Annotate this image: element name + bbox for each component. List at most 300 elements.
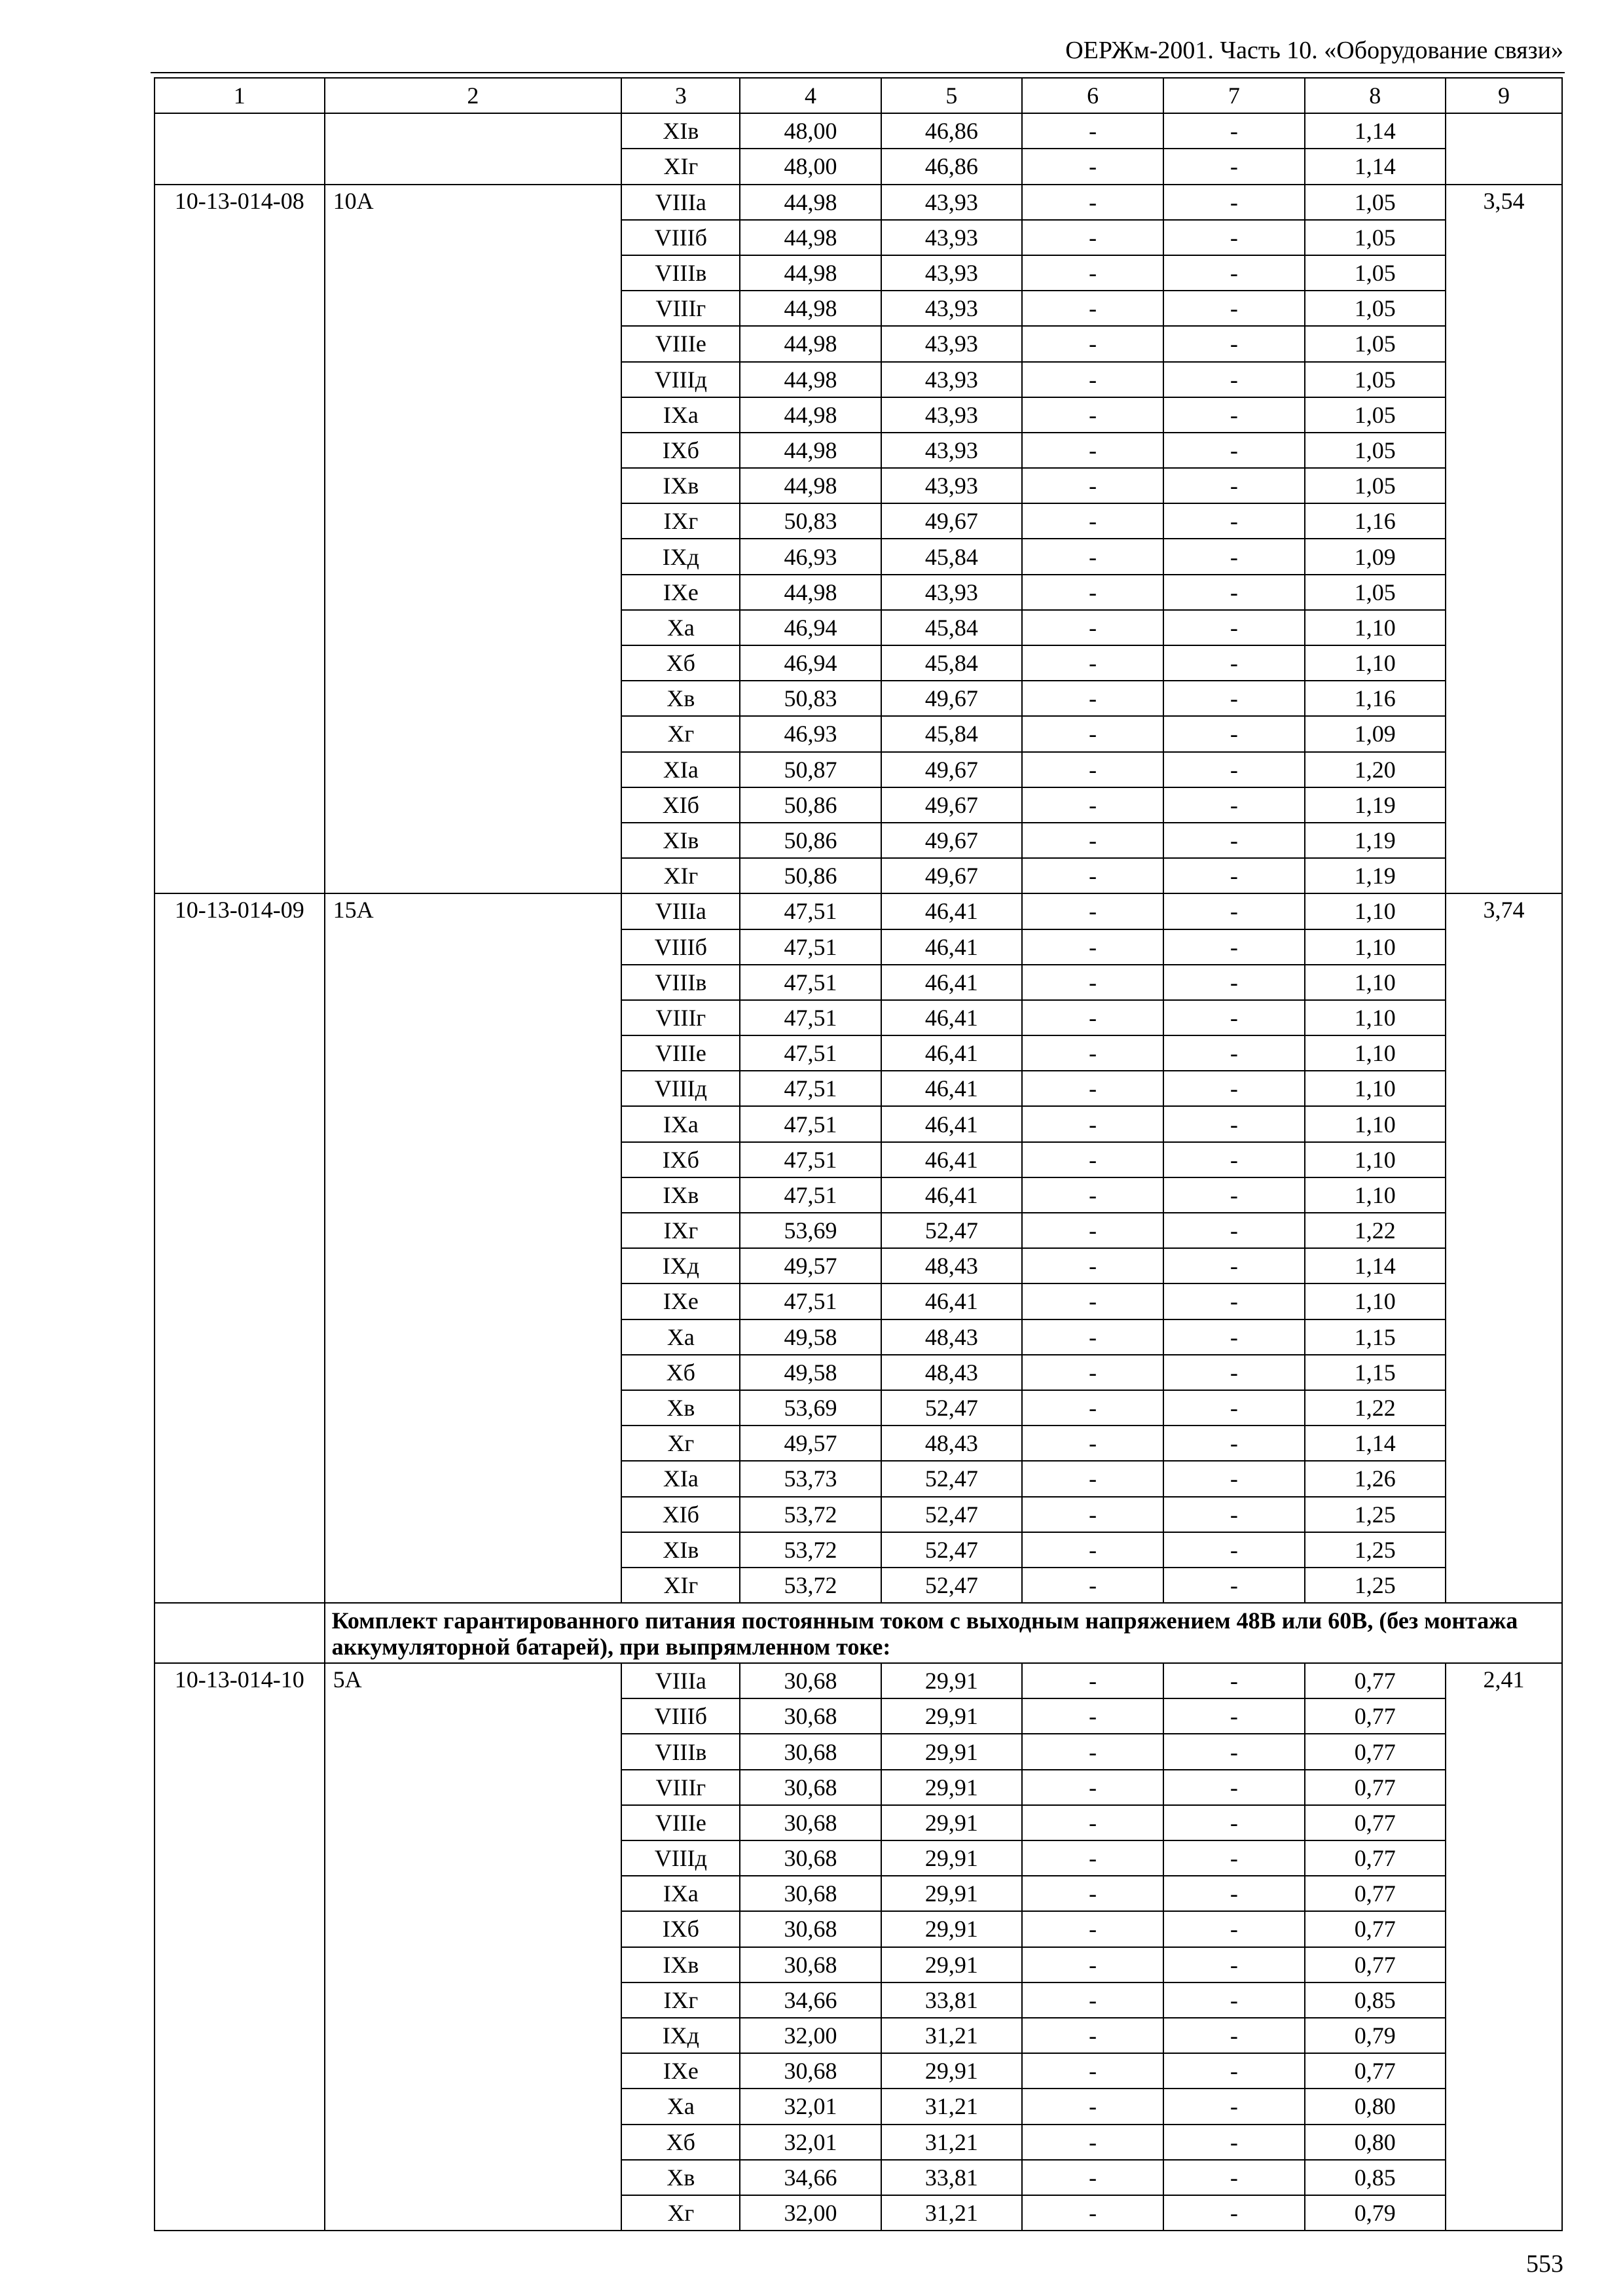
table-cell: VIIIб xyxy=(621,220,740,255)
table-cell: 29,91 xyxy=(881,1734,1022,1769)
table-cell: - xyxy=(1163,1355,1304,1390)
table-cell: - xyxy=(1022,255,1163,291)
table-cell: 1,09 xyxy=(1305,716,1446,751)
table-cell: VIIIб xyxy=(621,929,740,965)
table-cell: - xyxy=(1163,893,1304,929)
table-cell: 43,93 xyxy=(881,468,1022,503)
table-cell: - xyxy=(1163,1248,1304,1283)
table-cell: - xyxy=(1163,1035,1304,1071)
table-cell: - xyxy=(1163,716,1304,751)
table-cell: 1,14 xyxy=(1305,113,1446,149)
table-cell: 1,14 xyxy=(1305,1426,1446,1461)
table-cell: 0,77 xyxy=(1305,1770,1446,1805)
table-cell: - xyxy=(1163,2053,1304,2089)
table-cell: - xyxy=(1022,1770,1163,1805)
table-cell: 1,10 xyxy=(1305,1177,1446,1213)
table-cell: - xyxy=(1022,1840,1163,1876)
table-cell: 46,41 xyxy=(881,965,1022,1000)
table-cell: - xyxy=(1022,1142,1163,1177)
table-cell: VIIIе xyxy=(621,1805,740,1840)
table-cell: IXг xyxy=(621,1982,740,2018)
table-cell: 29,91 xyxy=(881,1911,1022,1946)
table-cell: - xyxy=(1163,503,1304,539)
col9-value: 3,54 xyxy=(1446,185,1562,894)
table-cell: 31,21 xyxy=(881,2089,1022,2124)
rate-code: 10-13-014-08 xyxy=(155,185,325,894)
table-cell: XIг xyxy=(621,1568,740,1603)
table-cell: IXа xyxy=(621,1106,740,1141)
table-cell: - xyxy=(1163,2160,1304,2195)
table-cell: 53,69 xyxy=(740,1390,881,1426)
table-cell: 47,51 xyxy=(740,1106,881,1141)
table-cell: - xyxy=(1022,893,1163,929)
table-cell: 44,98 xyxy=(740,255,881,291)
rate-name: 15А xyxy=(325,893,622,1603)
table-cell: 43,93 xyxy=(881,220,1022,255)
table-cell: - xyxy=(1163,113,1304,149)
table-cell: IXе xyxy=(621,2053,740,2089)
table-cell: 30,68 xyxy=(740,1698,881,1734)
table-cell: 53,69 xyxy=(740,1213,881,1248)
table-cell: - xyxy=(1163,185,1304,220)
table-cell: - xyxy=(1163,1840,1304,1876)
table-cell: - xyxy=(1022,1283,1163,1319)
table-cell: IXг xyxy=(621,503,740,539)
table-cell: - xyxy=(1022,1876,1163,1911)
table-cell: Xв xyxy=(621,1390,740,1426)
rates-table xyxy=(154,77,1563,2231)
table-cell: 44,98 xyxy=(740,291,881,326)
table-cell: 45,84 xyxy=(881,645,1022,681)
table-cell: 34,66 xyxy=(740,1982,881,2018)
table-cell: 47,51 xyxy=(740,1177,881,1213)
table-cell: 50,86 xyxy=(740,787,881,823)
table-cell: 1,25 xyxy=(1305,1497,1446,1532)
col9-value: 3,74 xyxy=(1446,893,1562,1603)
table-cell: 46,41 xyxy=(881,1142,1022,1177)
table-cell: - xyxy=(1022,433,1163,468)
column-number-cell: 7 xyxy=(1163,78,1304,113)
col9-value xyxy=(1446,113,1562,184)
table-cell: 30,68 xyxy=(740,1840,881,1876)
table-cell: IXб xyxy=(621,1142,740,1177)
table-cell: 1,10 xyxy=(1305,610,1446,645)
table-cell: VIIIг xyxy=(621,1000,740,1035)
table-cell: 1,22 xyxy=(1305,1213,1446,1248)
table-cell: 49,58 xyxy=(740,1319,881,1355)
table-cell: - xyxy=(1022,539,1163,574)
table-cell: - xyxy=(1022,397,1163,433)
table-cell: - xyxy=(1163,1213,1304,1248)
table-cell: 1,10 xyxy=(1305,1071,1446,1106)
table-cell: Xа xyxy=(621,610,740,645)
table-cell: 31,21 xyxy=(881,2195,1022,2231)
column-number-cell: 9 xyxy=(1446,78,1562,113)
table-cell: 0,79 xyxy=(1305,2195,1446,2231)
table-cell: - xyxy=(1022,1734,1163,1769)
table-cell: 1,14 xyxy=(1305,1248,1446,1283)
table-cell: 44,98 xyxy=(740,326,881,361)
table-cell: 1,05 xyxy=(1305,362,1446,397)
table-cell: 44,98 xyxy=(740,575,881,610)
table-cell: Xа xyxy=(621,2089,740,2124)
table-cell: - xyxy=(1163,1876,1304,1911)
table-cell: 30,68 xyxy=(740,1770,881,1805)
column-number-row xyxy=(155,78,1562,113)
table-cell: 50,87 xyxy=(740,752,881,787)
table-cell: 44,98 xyxy=(740,220,881,255)
table-cell: 30,68 xyxy=(740,1805,881,1840)
table-cell: - xyxy=(1163,539,1304,574)
table-cell: - xyxy=(1163,1106,1304,1141)
table-cell: - xyxy=(1163,1947,1304,1982)
table-cell: 29,91 xyxy=(881,1805,1022,1840)
table-cell: - xyxy=(1022,1248,1163,1283)
table-cell: - xyxy=(1163,1071,1304,1106)
table-cell: 1,05 xyxy=(1305,220,1446,255)
table-cell: - xyxy=(1022,2053,1163,2089)
table-cell: XIб xyxy=(621,1497,740,1532)
table-cell: VIIIв xyxy=(621,255,740,291)
column-number-cell: 4 xyxy=(740,78,881,113)
table-cell: - xyxy=(1022,362,1163,397)
table-cell: 1,10 xyxy=(1305,1106,1446,1141)
table-cell: 43,93 xyxy=(881,326,1022,361)
table-cell: 46,41 xyxy=(881,1000,1022,1035)
table-cell: 53,72 xyxy=(740,1532,881,1568)
table-cell: XIв xyxy=(621,1532,740,1568)
table-cell: - xyxy=(1163,397,1304,433)
table-cell: - xyxy=(1022,1355,1163,1390)
table-cell: - xyxy=(1022,1390,1163,1426)
table-cell: - xyxy=(1022,503,1163,539)
table-cell: 30,68 xyxy=(740,1911,881,1946)
table-cell: 0,77 xyxy=(1305,1805,1446,1840)
table-cell: XIг xyxy=(621,149,740,184)
table-cell: 46,41 xyxy=(881,1035,1022,1071)
table-cell: 49,58 xyxy=(740,1355,881,1390)
table-cell: 1,09 xyxy=(1305,539,1446,574)
table-cell: - xyxy=(1163,468,1304,503)
table-cell: 0,79 xyxy=(1305,2018,1446,2053)
table-cell: - xyxy=(1163,752,1304,787)
table-cell: 46,41 xyxy=(881,1177,1022,1213)
table-cell: VIIIв xyxy=(621,1734,740,1769)
table-cell: - xyxy=(1163,823,1304,858)
page-header: ОЕРЖм-2001. Часть 10. «Оборудование связи» xyxy=(1065,37,1563,64)
table-cell: 0,77 xyxy=(1305,2053,1446,2089)
table-cell: - xyxy=(1022,1461,1163,1496)
table-cell: 49,67 xyxy=(881,858,1022,893)
rate-code: 10-13-014-09 xyxy=(155,893,325,1603)
table-cell: 30,68 xyxy=(740,1947,881,1982)
table-cell: 50,86 xyxy=(740,823,881,858)
table-cell: 49,67 xyxy=(881,681,1022,716)
table-cell: 43,93 xyxy=(881,362,1022,397)
table-cell: - xyxy=(1022,858,1163,893)
table-cell: 29,91 xyxy=(881,2053,1022,2089)
col9-value: 2,41 xyxy=(1446,1663,1562,2231)
table-cell: 50,83 xyxy=(740,503,881,539)
table-cell: 1,26 xyxy=(1305,1461,1446,1496)
table-cell: Xа xyxy=(621,1319,740,1355)
table-cell: - xyxy=(1163,1982,1304,2018)
table-cell: - xyxy=(1163,1770,1304,1805)
column-number-cell: 6 xyxy=(1022,78,1163,113)
table-cell: VIIIа xyxy=(621,893,740,929)
table-cell: 46,41 xyxy=(881,929,1022,965)
table-cell: 0,80 xyxy=(1305,2125,1446,2160)
table-cell: 44,98 xyxy=(740,468,881,503)
table-cell: - xyxy=(1022,610,1163,645)
table-cell: 52,47 xyxy=(881,1532,1022,1568)
table-cell: - xyxy=(1163,1000,1304,1035)
table-cell: 53,73 xyxy=(740,1461,881,1496)
table-cell: - xyxy=(1163,433,1304,468)
table-cell: - xyxy=(1163,1461,1304,1496)
table-cell: 1,10 xyxy=(1305,929,1446,965)
table-cell: - xyxy=(1022,2089,1163,2124)
rate-name: 10А xyxy=(325,185,622,894)
table-cell: - xyxy=(1163,965,1304,1000)
table-cell: 47,51 xyxy=(740,929,881,965)
table-cell: 1,05 xyxy=(1305,326,1446,361)
table-cell: 32,01 xyxy=(740,2089,881,2124)
table-cell: Xг xyxy=(621,1426,740,1461)
table-cell: Xб xyxy=(621,1355,740,1390)
table-row xyxy=(155,185,1562,220)
table-cell: VIIIд xyxy=(621,1840,740,1876)
table-cell: 0,77 xyxy=(1305,1663,1446,1698)
column-number-cell: 8 xyxy=(1305,78,1446,113)
table-cell: 33,81 xyxy=(881,1982,1022,2018)
table-cell: Xб xyxy=(621,645,740,681)
table-cell: - xyxy=(1022,2125,1163,2160)
table-cell: 44,98 xyxy=(740,397,881,433)
table-cell: 1,10 xyxy=(1305,1283,1446,1319)
table-cell: 46,86 xyxy=(881,149,1022,184)
table-cell: Xг xyxy=(621,2195,740,2231)
table-cell: 43,93 xyxy=(881,397,1022,433)
table-cell: - xyxy=(1163,1734,1304,1769)
table-cell: 31,21 xyxy=(881,2018,1022,2053)
table-cell: 46,93 xyxy=(740,539,881,574)
table-cell: VIIIе xyxy=(621,326,740,361)
table-cell: - xyxy=(1163,575,1304,610)
table-cell: - xyxy=(1163,1319,1304,1355)
table-cell: 47,51 xyxy=(740,1283,881,1319)
table-cell: 0,77 xyxy=(1305,1734,1446,1769)
table-cell: Xв xyxy=(621,681,740,716)
table-cell: - xyxy=(1163,858,1304,893)
table-cell: 46,41 xyxy=(881,1283,1022,1319)
table-cell: IXв xyxy=(621,1177,740,1213)
table-cell: 1,22 xyxy=(1305,1390,1446,1426)
table-cell: XIа xyxy=(621,1461,740,1496)
table-cell: 1,14 xyxy=(1305,149,1446,184)
table-cell: IXа xyxy=(621,1876,740,1911)
table-cell: 47,51 xyxy=(740,1000,881,1035)
table-cell: - xyxy=(1022,1319,1163,1355)
table-cell: - xyxy=(1163,1568,1304,1603)
table-cell: - xyxy=(1163,1283,1304,1319)
table-cell: 48,43 xyxy=(881,1248,1022,1283)
table-cell: 1,05 xyxy=(1305,575,1446,610)
table-cell: - xyxy=(1022,1532,1163,1568)
table-cell: 0,77 xyxy=(1305,1947,1446,1982)
table-cell: VIIIб xyxy=(621,1698,740,1734)
table-cell: VIIIа xyxy=(621,185,740,220)
table-row xyxy=(155,893,1562,929)
table-cell: - xyxy=(1163,929,1304,965)
table-cell: 43,93 xyxy=(881,185,1022,220)
table-cell: 32,01 xyxy=(740,2125,881,2160)
table-cell: - xyxy=(1163,1390,1304,1426)
table-cell: 43,93 xyxy=(881,433,1022,468)
table-cell: - xyxy=(1163,362,1304,397)
table-cell: 1,10 xyxy=(1305,645,1446,681)
table-cell: - xyxy=(1022,1805,1163,1840)
table-cell: 1,05 xyxy=(1305,433,1446,468)
table-cell: 1,05 xyxy=(1305,255,1446,291)
page-number: 553 xyxy=(1526,2250,1563,2278)
column-number-cell: 3 xyxy=(621,78,740,113)
table-cell: - xyxy=(1163,255,1304,291)
table-cell: 1,10 xyxy=(1305,893,1446,929)
table-cell: 50,86 xyxy=(740,858,881,893)
table-cell: 47,51 xyxy=(740,1071,881,1106)
rate-name xyxy=(325,113,622,184)
table-cell: 1,19 xyxy=(1305,858,1446,893)
table-cell: - xyxy=(1022,1000,1163,1035)
table-cell: 44,98 xyxy=(740,433,881,468)
table-cell: IXд xyxy=(621,539,740,574)
table-cell: 31,21 xyxy=(881,2125,1022,2160)
table-cell: 45,84 xyxy=(881,610,1022,645)
table-cell: IXд xyxy=(621,1248,740,1283)
table-cell: - xyxy=(1022,291,1163,326)
table-cell: Xб xyxy=(621,2125,740,2160)
table-cell: - xyxy=(1163,2195,1304,2231)
table-cell: XIв xyxy=(621,113,740,149)
table-cell: - xyxy=(1022,965,1163,1000)
table-cell: 52,47 xyxy=(881,1213,1022,1248)
table-cell: - xyxy=(1022,220,1163,255)
table-cell: 29,91 xyxy=(881,1663,1022,1698)
table-cell: - xyxy=(1163,681,1304,716)
table-cell: 48,43 xyxy=(881,1355,1022,1390)
section-spacer-cell xyxy=(155,1603,325,1663)
table-cell: 30,68 xyxy=(740,1734,881,1769)
table-cell: 1,05 xyxy=(1305,397,1446,433)
table-cell: - xyxy=(1163,1177,1304,1213)
table-cell: IXв xyxy=(621,468,740,503)
table-cell: 49,67 xyxy=(881,503,1022,539)
table-row xyxy=(155,1663,1562,1698)
header-rule xyxy=(151,72,1565,73)
table-cell: XIб xyxy=(621,787,740,823)
section-title: Комплект гарантированного питания постоянным током с выходным напряжением 48В или 60В, (без монтажа аккумуляторной батарей), при выпрямленном токе: xyxy=(325,1603,1562,1663)
table-cell: 1,10 xyxy=(1305,1000,1446,1035)
table-cell: VIIIг xyxy=(621,1770,740,1805)
table-cell: IXб xyxy=(621,1911,740,1946)
table-cell: 1,10 xyxy=(1305,1035,1446,1071)
table-cell: 0,77 xyxy=(1305,1911,1446,1946)
table-cell: - xyxy=(1163,1663,1304,1698)
table-cell: 46,41 xyxy=(881,1071,1022,1106)
table-cell: - xyxy=(1022,716,1163,751)
table-cell: 43,93 xyxy=(881,255,1022,291)
table-cell: - xyxy=(1163,2018,1304,2053)
table-cell: - xyxy=(1163,645,1304,681)
table-cell: 47,51 xyxy=(740,1035,881,1071)
table-cell: 48,00 xyxy=(740,113,881,149)
table-cell: 29,91 xyxy=(881,1698,1022,1734)
table-cell: 1,20 xyxy=(1305,752,1446,787)
table-cell: 49,67 xyxy=(881,752,1022,787)
table-cell: - xyxy=(1022,1698,1163,1734)
table-cell: - xyxy=(1022,787,1163,823)
table-row xyxy=(155,113,1562,149)
table-cell: - xyxy=(1022,2195,1163,2231)
table-cell: 1,19 xyxy=(1305,823,1446,858)
table-cell: - xyxy=(1022,468,1163,503)
table-cell: 1,10 xyxy=(1305,1142,1446,1177)
table-cell: 49,67 xyxy=(881,823,1022,858)
table-cell: XIг xyxy=(621,858,740,893)
column-number-cell: 5 xyxy=(881,78,1022,113)
table-cell: - xyxy=(1163,610,1304,645)
table-cell: IXе xyxy=(621,575,740,610)
rate-code: 10-13-014-10 xyxy=(155,1663,325,2231)
table-cell: - xyxy=(1022,1911,1163,1946)
table-cell: - xyxy=(1163,2125,1304,2160)
table-cell: - xyxy=(1022,645,1163,681)
table-cell: 49,57 xyxy=(740,1248,881,1283)
table-cell: - xyxy=(1163,1805,1304,1840)
table-cell: VIIIг xyxy=(621,291,740,326)
table-cell: 29,91 xyxy=(881,1840,1022,1876)
table-cell: 29,91 xyxy=(881,1876,1022,1911)
table-cell: - xyxy=(1163,1497,1304,1532)
table-cell: - xyxy=(1022,681,1163,716)
table-cell: - xyxy=(1022,1035,1163,1071)
table-cell: - xyxy=(1022,2160,1163,2195)
table-cell: IXв xyxy=(621,1947,740,1982)
table-cell: - xyxy=(1022,1213,1163,1248)
table-cell: 1,05 xyxy=(1305,468,1446,503)
table-cell: 30,68 xyxy=(740,2053,881,2089)
table-cell: 44,98 xyxy=(740,362,881,397)
table-cell: - xyxy=(1163,787,1304,823)
table-cell: Xв xyxy=(621,2160,740,2195)
table-cell: 1,16 xyxy=(1305,503,1446,539)
table-cell: - xyxy=(1022,752,1163,787)
table-cell: IXб xyxy=(621,433,740,468)
table-cell: 48,00 xyxy=(740,149,881,184)
table-cell: 52,47 xyxy=(881,1497,1022,1532)
table-cell: 1,16 xyxy=(1305,681,1446,716)
table-cell: VIIIд xyxy=(621,362,740,397)
table-cell: - xyxy=(1163,149,1304,184)
table-cell: VIIIа xyxy=(621,1663,740,1698)
table-cell: 49,67 xyxy=(881,787,1022,823)
table-cell: - xyxy=(1022,1568,1163,1603)
table-cell: - xyxy=(1022,2018,1163,2053)
rate-code xyxy=(155,113,325,184)
table-cell: IXе xyxy=(621,1283,740,1319)
table-cell: - xyxy=(1163,1426,1304,1461)
